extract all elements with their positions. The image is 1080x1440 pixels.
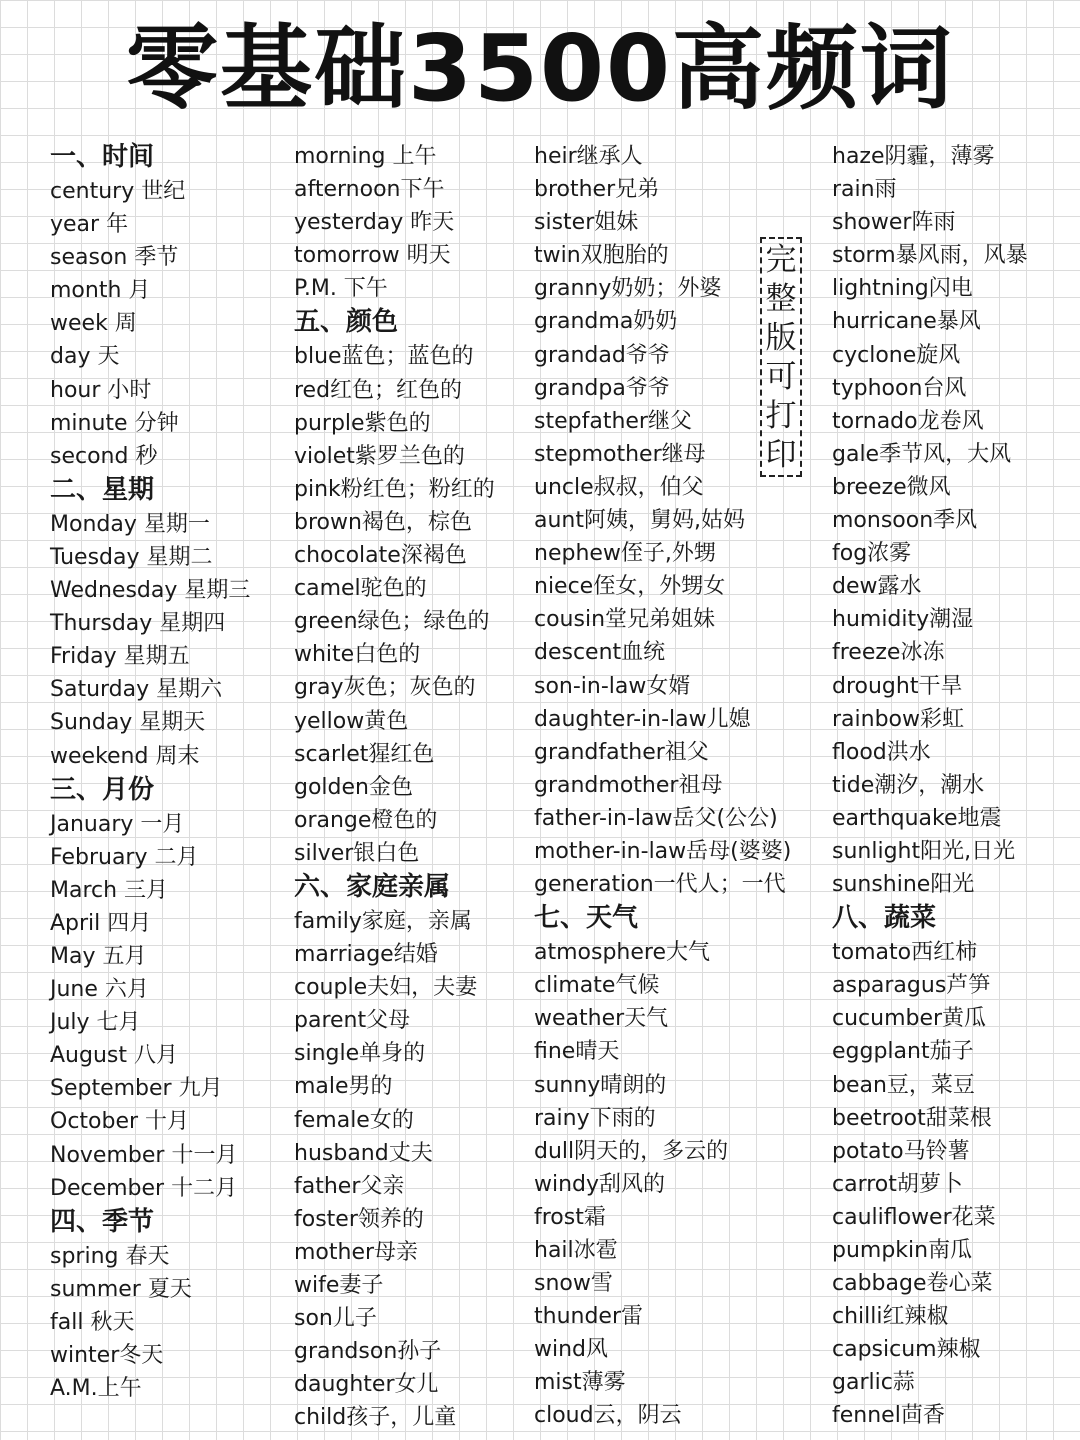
vocab-item: family家庭，亲属: [294, 908, 472, 934]
vocab-item: snow雪: [534, 1271, 613, 1297]
vocab-item: parent父母: [294, 1008, 411, 1034]
vocab-item: July 七月: [50, 1010, 141, 1036]
vocab-item: aunt阿姨，舅妈,姑妈: [534, 508, 745, 534]
vocab-item: cyclone旋风: [832, 342, 961, 368]
vocab-item: Wednesday 星期三: [50, 578, 251, 604]
vocab-item: February 二月: [50, 844, 199, 870]
vocab-item: cucumber黄瓜: [832, 1006, 987, 1032]
vocab-item: stepmother继母: [534, 441, 706, 467]
vocab-item: weekend 周末: [50, 743, 200, 769]
vocab-item: P.M. 下午: [294, 276, 388, 302]
vocab-item: grandson孙子: [294, 1339, 442, 1365]
vocab-item: camel驼色的: [294, 576, 427, 602]
vocab-item: heir继承人: [534, 144, 643, 169]
vocab-item: orange橙色的: [294, 807, 438, 833]
vocab-item: rain雨: [832, 177, 897, 203]
vocab-item: winter冬天: [50, 1343, 164, 1368]
vocab-item: month 月: [50, 278, 151, 304]
vocab-item: carrot胡萝卜: [832, 1171, 963, 1197]
vocab-item: drought干旱: [832, 673, 963, 699]
vocab-item: December 十二月: [50, 1175, 238, 1201]
vocab-item: grandpa爷爷: [534, 375, 670, 401]
vocab-item: May 五月: [50, 943, 147, 969]
vocab-item: grandfather祖父: [534, 739, 709, 765]
vocab-item: June 六月: [50, 977, 149, 1003]
vocab-item: April 四月: [50, 910, 152, 936]
vocab-item: morning 上午: [294, 144, 437, 169]
vocab-item: chocolate深褐色: [294, 543, 467, 569]
vocab-item: Sunday 星期天: [50, 710, 206, 736]
vocab-item: brother兄弟: [534, 177, 660, 203]
vocab-item: mother-in-law岳母(婆婆): [534, 838, 792, 864]
vocab-item: March 三月: [50, 877, 169, 903]
vocab-item: sunshine阳光: [832, 872, 975, 898]
vocab-item: purple紫色的: [294, 410, 431, 436]
section-heading: 四、季节: [50, 1206, 155, 1237]
vocab-item: storm暴风雨，风暴: [832, 243, 1028, 269]
vocab-item: mother母亲: [294, 1239, 419, 1265]
vocab-item: sister姐妹: [534, 210, 639, 236]
vocab-item: tornado龙卷风: [832, 408, 984, 434]
vocab-item: marriage结婚: [294, 942, 438, 968]
vocab-item: Thursday 星期四: [50, 611, 226, 637]
vocab-item: green绿色；绿色的: [294, 609, 490, 635]
vocab-item: Saturday 星期六: [50, 677, 223, 703]
vocab-item: cloud云，阴云: [534, 1403, 682, 1429]
vocab-item: hurricane暴风: [832, 309, 981, 335]
vocab-item: sunny晴朗的: [534, 1072, 667, 1098]
vocab-item: wife妻子: [294, 1273, 384, 1298]
vocab-item: dew露水: [832, 574, 922, 600]
vocab-item: fennel茴香: [832, 1403, 945, 1429]
vocab-item: fall 秋天: [50, 1309, 135, 1335]
section-heading: 六、家庭亲属: [294, 871, 451, 902]
vocab-item: frost霜: [534, 1204, 606, 1230]
vocab-item: single单身的: [294, 1041, 426, 1067]
vocab-item: foster领养的: [294, 1206, 424, 1232]
vocab-item: father父亲: [294, 1173, 405, 1199]
vocab-item: typhoon台风: [832, 375, 967, 401]
vocab-item: week 周: [50, 311, 137, 337]
vocab-item: rainy下雨的: [534, 1105, 656, 1131]
vocab-item: tomorrow 明天: [294, 243, 451, 269]
vocab-item: grandma奶奶: [534, 309, 678, 335]
vocab-item: yellow黄色: [294, 708, 409, 734]
vocab-item: thunder雷: [534, 1304, 644, 1330]
vocab-item: haze阴霾，薄雾: [832, 144, 995, 169]
vocab-item: violet紫罗兰色的: [294, 443, 465, 469]
vocab-item: humidity潮湿: [832, 607, 974, 633]
vocab-item: gale季节风，大风: [832, 441, 1012, 467]
vocab-item: second 秒: [50, 443, 158, 469]
vocab-item: minute 分钟: [50, 410, 179, 436]
vocab-item: A.M.上午: [50, 1376, 142, 1402]
page-title: 零基础3500高频词: [125, 15, 955, 122]
section-heading: 二、星期: [50, 474, 155, 505]
vocab-item: son-in-law女婿: [534, 673, 691, 699]
vocab-item: red红色；红色的: [294, 377, 463, 403]
vocab-item: potato马铃薯: [832, 1138, 970, 1164]
vocab-item: shower阵雨: [832, 210, 956, 236]
vocab-item: eggplant茄子: [832, 1039, 974, 1065]
vocab-item: breeze微风: [832, 474, 951, 500]
vocab-column-1: [50, 140, 280, 1405]
vocab-item: Monday 星期一: [50, 511, 210, 537]
vocab-item: October 十月: [50, 1109, 190, 1135]
vocab-item: stepfather继父: [534, 408, 692, 434]
vocab-item: August 八月: [50, 1043, 178, 1069]
vocab-item: generation一代人；一代: [534, 872, 786, 898]
vocab-item: earthquake地震: [832, 805, 1002, 831]
vocab-item: husband丈夫: [294, 1140, 433, 1166]
vocab-item: capsicum辣椒: [832, 1337, 981, 1363]
vocab-item: gray灰色；灰色的: [294, 675, 476, 701]
vocab-item: tomato西红柿: [832, 940, 978, 966]
vocab-item: grandmother祖母: [534, 772, 723, 798]
vocab-item: uncle叔叔，伯父: [534, 474, 704, 500]
vocab-item: beetroot甜菜根: [832, 1105, 992, 1131]
vocab-item: father-in-law岳父(公公): [534, 805, 778, 831]
section-heading: 七、天气: [534, 903, 639, 934]
vocab-item: descent血统: [534, 640, 666, 666]
vocab-item: child孩子，儿童: [294, 1405, 457, 1431]
vocab-item: blue蓝色；蓝色的: [294, 344, 474, 370]
vocab-item: pink粉红色；粉红的: [294, 476, 495, 502]
vocab-item: flood洪水: [832, 739, 931, 765]
vocab-item: hour 小时: [50, 377, 152, 403]
vocab-item: season 季节: [50, 245, 179, 271]
vocab-item: brown褐色，棕色: [294, 509, 472, 535]
vocab-item: garlic蒜: [832, 1370, 915, 1396]
vocab-item: fog浓雾: [832, 541, 912, 567]
vocab-item: couple夫妇，夫妻: [294, 975, 478, 1001]
vocab-item: January 一月: [50, 811, 185, 837]
vocab-item: granny奶奶；外婆: [534, 276, 722, 302]
vocab-item: September 九月: [50, 1076, 223, 1102]
vocab-item: lightning闪电: [832, 276, 973, 302]
vocab-item: grandad爷爷: [534, 342, 670, 368]
vocab-item: yesterday 昨天: [294, 210, 455, 236]
vocab-item: November 十一月: [50, 1142, 238, 1168]
vocab-item: cousin堂兄弟姐妹: [534, 607, 716, 633]
vocab-item: weather天气: [534, 1006, 669, 1032]
vocab-item: daughter女儿: [294, 1372, 439, 1398]
vocab-item: rainbow彩虹: [832, 706, 965, 732]
vocab-item: tide潮汐，潮水: [832, 772, 985, 798]
vocab-item: year 年: [50, 212, 129, 238]
vocab-item: hail冰雹: [534, 1238, 618, 1263]
vocab-item: bean豆，菜豆: [832, 1072, 975, 1098]
vocab-item: niece侄女，外甥女: [534, 574, 726, 600]
vocab-item: nephew侄子,外甥: [534, 541, 716, 567]
vocab-item: mist薄雾: [534, 1370, 626, 1396]
vocab-item: Friday 星期五: [50, 644, 190, 670]
vocab-item: monsoon季风: [832, 508, 978, 534]
vocab-item: golden金色: [294, 774, 413, 800]
vocab-item: wind风: [534, 1337, 609, 1363]
section-heading: 五、颜色: [294, 307, 399, 338]
vocab-item: spring 春天: [50, 1243, 170, 1269]
vocab-item: female女的: [294, 1107, 414, 1133]
vocab-item: chilli红辣椒: [832, 1304, 949, 1330]
vocab-item: afternoon下午: [294, 177, 445, 203]
vocab-item: summer 夏天: [50, 1276, 192, 1302]
vocab-item: windy刮风的: [534, 1171, 666, 1197]
vocab-item: son儿子: [294, 1306, 377, 1332]
vocab-item: silver银白色: [294, 840, 420, 866]
section-heading: 八、蔬菜: [832, 903, 937, 934]
vocab-item: sunlight阳光,日光: [832, 838, 1016, 864]
vocab-item: daughter-in-law儿媳: [534, 706, 751, 732]
section-heading: 一、时间: [50, 142, 155, 172]
vocab-item: Tuesday 星期二: [50, 544, 213, 570]
vocab-item: fine晴天: [534, 1039, 620, 1065]
vocab-item: freeze冰冻: [832, 640, 945, 666]
vocab-item: day 天: [50, 344, 120, 370]
vocab-item: climate气候: [534, 973, 660, 999]
vocab-item: dull阴天的，多云的: [534, 1138, 729, 1164]
vocab-item: male男的: [294, 1074, 393, 1100]
vocab-item: asparagus芦笋: [832, 973, 991, 999]
vocab-column-2: [294, 140, 524, 1434]
section-heading: 三、月份: [50, 774, 155, 805]
vocab-item: cauliflower花菜: [832, 1204, 996, 1230]
vocab-item: cabbage卷心菜: [832, 1271, 993, 1297]
vocab-item: scarlet猩红色: [294, 741, 435, 767]
vocab-item: twin双胞胎的: [534, 243, 669, 269]
vocab-item: century 世纪: [50, 179, 186, 204]
printable-stamp: 完整版可打印: [760, 237, 802, 477]
vocab-item: white白色的: [294, 642, 421, 668]
vocab-column-4: [832, 140, 1072, 1433]
vocab-item: pumpkin南瓜: [832, 1238, 973, 1263]
vocab-item: atmosphere大气: [534, 940, 711, 966]
